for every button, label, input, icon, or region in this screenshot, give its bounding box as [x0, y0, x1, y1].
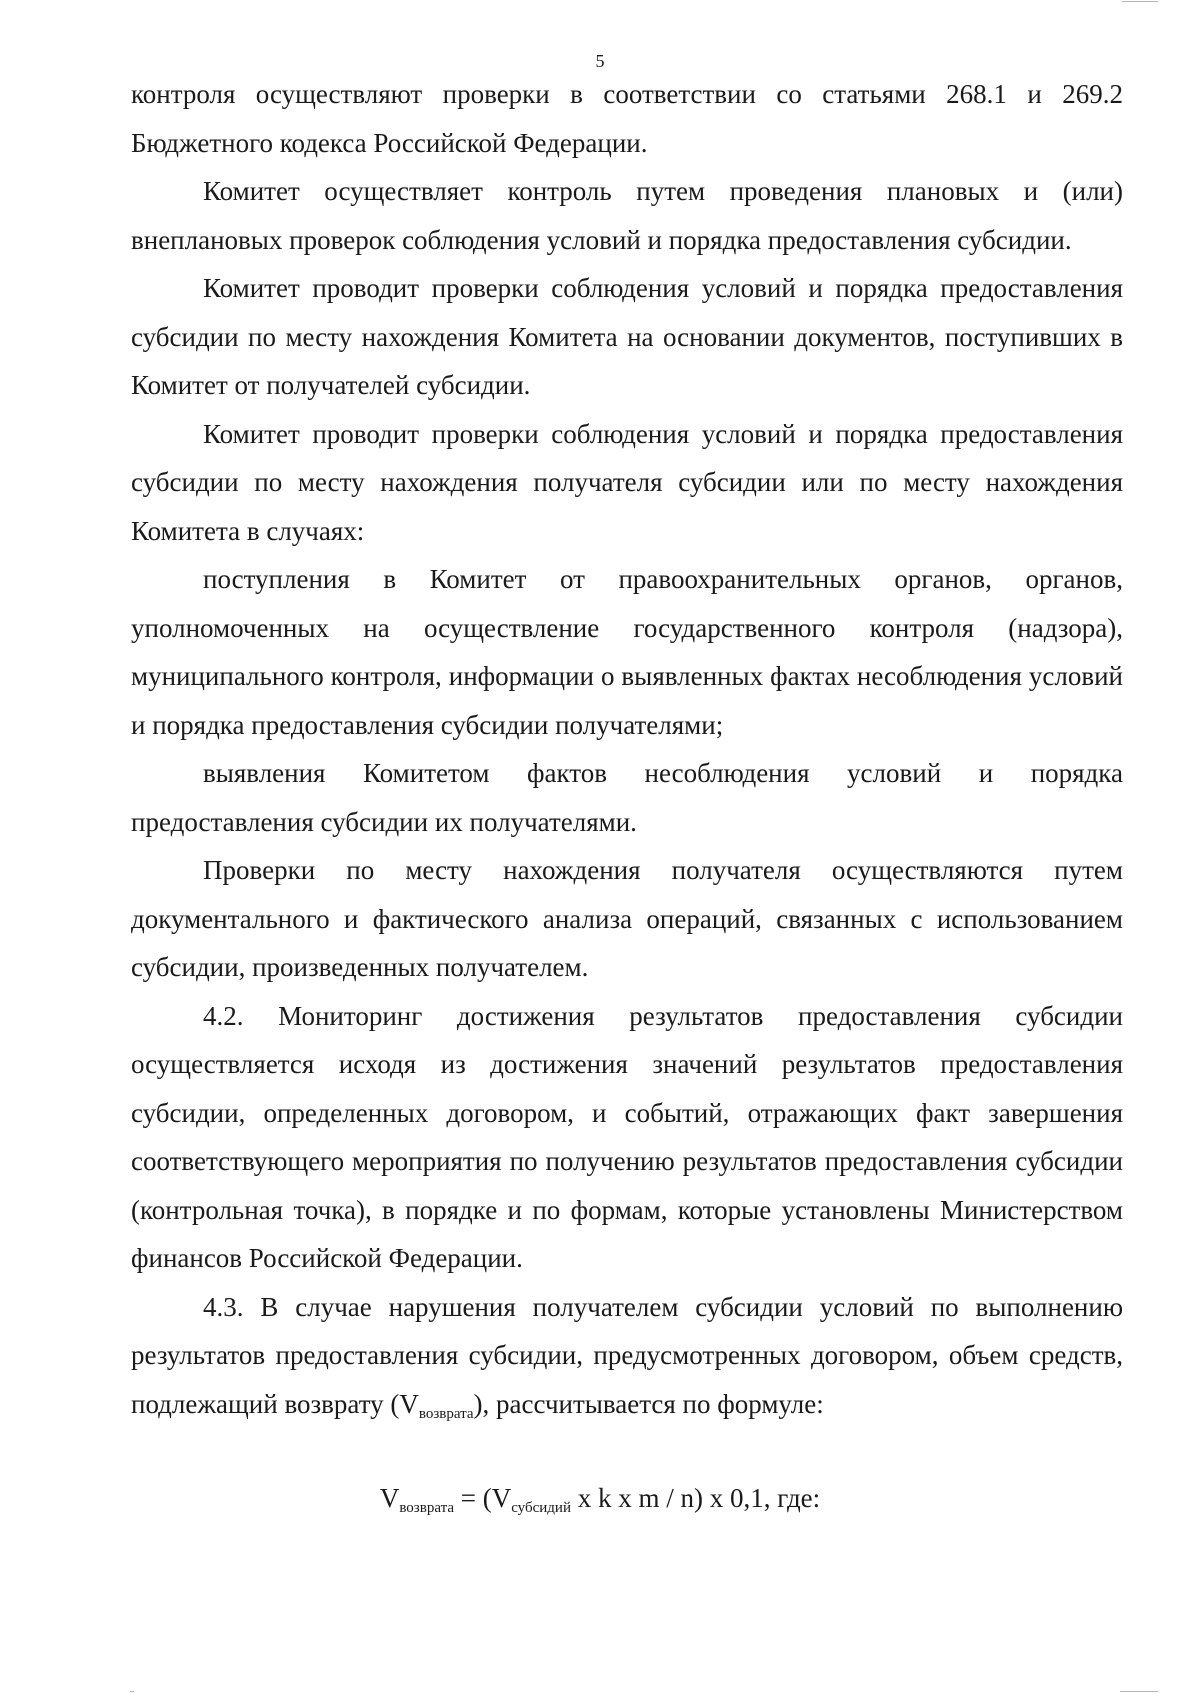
paragraph-continuation: контроля осуществляют проверки в соответствии со статьями 268.1 и 269.2 Бюджетного кодекса Российской Федерации. [131, 79, 1123, 158]
paragraph-section-4-3-text: 4.3. В случае нарушения получателем субсидии условий по выполнению результатов предоставления субсидии, предусмотренных договором, объем средств, подлежащий возврату (V [131, 1291, 1123, 1419]
formula-equals-open: = (V [453, 1483, 512, 1513]
scan-speck [1122, 1, 1158, 2]
subscript-vozvrata: возврата [418, 1405, 474, 1422]
formula-v: V [379, 1483, 400, 1513]
paragraph: Комитет осуществляет контроль путем проведения плановых и (или) внеплановых проверок соблюдения условий и порядка предоставления субсидии. [131, 176, 1123, 255]
paragraph-section-4-3 [131, 1283, 1123, 1429]
formula-subscript-vozvrata: возврата [399, 1500, 454, 1516]
formula-subscript-subsidiy: субсидий [511, 1500, 571, 1516]
paragraph-case: выявления Комитетом фактов несоблюдения условий и порядка предоставления субсидии их получателями. [131, 758, 1123, 837]
return-amount-formula [0, 1478, 1200, 1518]
document-body [131, 70, 1123, 1428]
paragraph-case: поступления в Комитет от правоохранительных органов, органов, уполномоченных на осуществление государственного контроля (надзора), муниципального контроля, информации о выявленных фактах несоблюдения условий и порядка предоставления субсидии получателями; [131, 564, 1123, 740]
paragraph: Комитет проводит проверки соблюдения условий и порядка предоставления субсидии по месту нахождения получателя субсидии или по месту нахождения Комитета в случаях: [131, 418, 1123, 546]
page-number: 5 [595, 51, 605, 71]
paragraph-section-4-2: 4.2. Мониторинг достижения результатов предоставления субсидии осуществляется исходя из достижения значений результатов предоставления субсидии, определенных договором, и событий, отражающих факт завершения соответствующего мероприятия по получению результатов предоставления субсидии (контрольная точка), в порядке и по формам, которые установлены Министерством финансов Российской Федерации. [131, 1000, 1123, 1273]
paragraph: Комитет проводит проверки соблюдения условий и порядка предоставления субсидии по месту нахождения Комитета на основании документов, поступивших в Комитет от получателей субсидии. [131, 273, 1123, 400]
paragraph-section-4-3-text-end: ), рассчитывается по формуле: [473, 1388, 824, 1419]
scan-speck [130, 1691, 134, 1692]
formula-rest: x k x m / n) x 0,1, где: [570, 1483, 821, 1513]
scan-speck [1120, 1691, 1158, 1692]
paragraph: Проверки по месту нахождения получателя осуществляются путем документального и фактического анализа операций, связанных с использованием субсидии, произведенных получателем. [131, 855, 1123, 982]
